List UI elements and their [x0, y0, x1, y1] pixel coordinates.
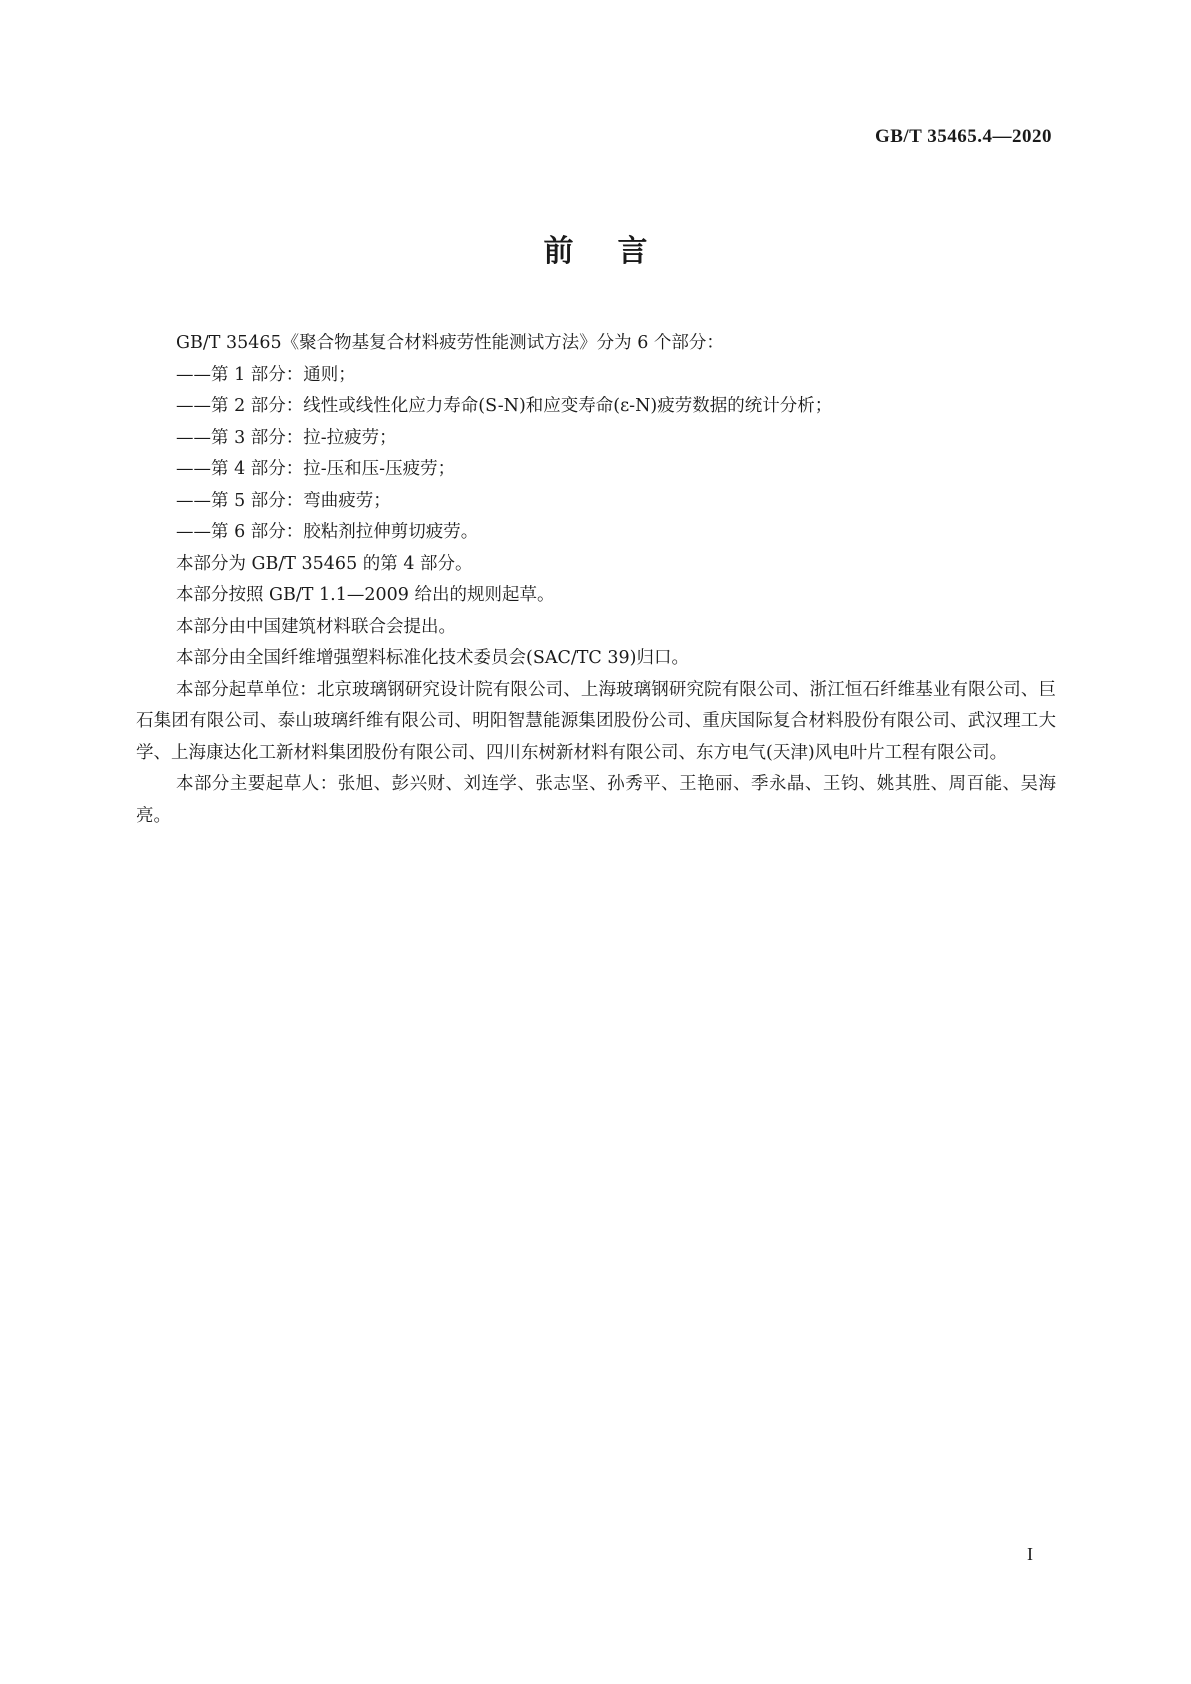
list-item-part-4: ——第 4 部分：拉-压和压-压疲劳； — [176, 459, 456, 479]
paragraph-proposer: 本部分由中国建筑材料联合会提出。 — [176, 616, 456, 637]
list-item-part-1: ——第 1 部分：通则； — [176, 364, 356, 385]
list-item-part-2: ——第 2 部分：线性或线性化应力寿命(S-N)和应变寿命(ε-N)疲劳数据的统计分析； — [176, 396, 833, 416]
paragraph-committee: 本部分由全国纤维增强塑料标准化技术委员会(SAC/TC 39)归口。 — [176, 648, 689, 668]
paragraph-drafters: 本部分主要起草人：张旭、彭兴财、刘连学、张志坚、孙秀平、王艳丽、季永晶、王钧、姚其胜、周百能、吴海亮。 — [136, 774, 1056, 826]
paragraph-drafting-units: 本部分起草单位：北京玻璃钢研究设计院有限公司、上海玻璃钢研究院有限公司、浙江恒石纤维基业有限公司、巨石集团有限公司、泰山玻璃纤维有限公司、明阳智慧能源集团股份公司、重庆国际复合材料股份有限公司、武汉理工大学、上海康达化工新材料集团股份有限公司、四川东树新材料有限公司、东方电气(天津)风电叶片工程有限公司。 — [136, 679, 1056, 763]
list-item-part-3: ——第 3 部分：拉-拉疲劳； — [176, 427, 397, 448]
foreword-body — [136, 328, 1056, 832]
standard-number: GB/T 35465.4—2020 — [874, 126, 1052, 147]
list-item-part-6: ——第 6 部分：胶粘剂拉伸剪切疲劳。 — [176, 522, 479, 542]
paragraph-drafting-rules: 本部分按照 GB/T 1.1—2009 给出的规则起草。 — [176, 585, 555, 605]
page-number: I — [1027, 1544, 1033, 1564]
page-title: 前言 — [543, 234, 692, 269]
paragraph-part-statement: 本部分为 GB/T 35465 的第 4 部分。 — [176, 553, 473, 574]
paragraph-intro: GB/T 35465《聚合物基复合材料疲劳性能测试方法》分为 6 个部分： — [176, 333, 724, 353]
list-item-part-5: ——第 5 部分：弯曲疲劳； — [176, 490, 391, 511]
